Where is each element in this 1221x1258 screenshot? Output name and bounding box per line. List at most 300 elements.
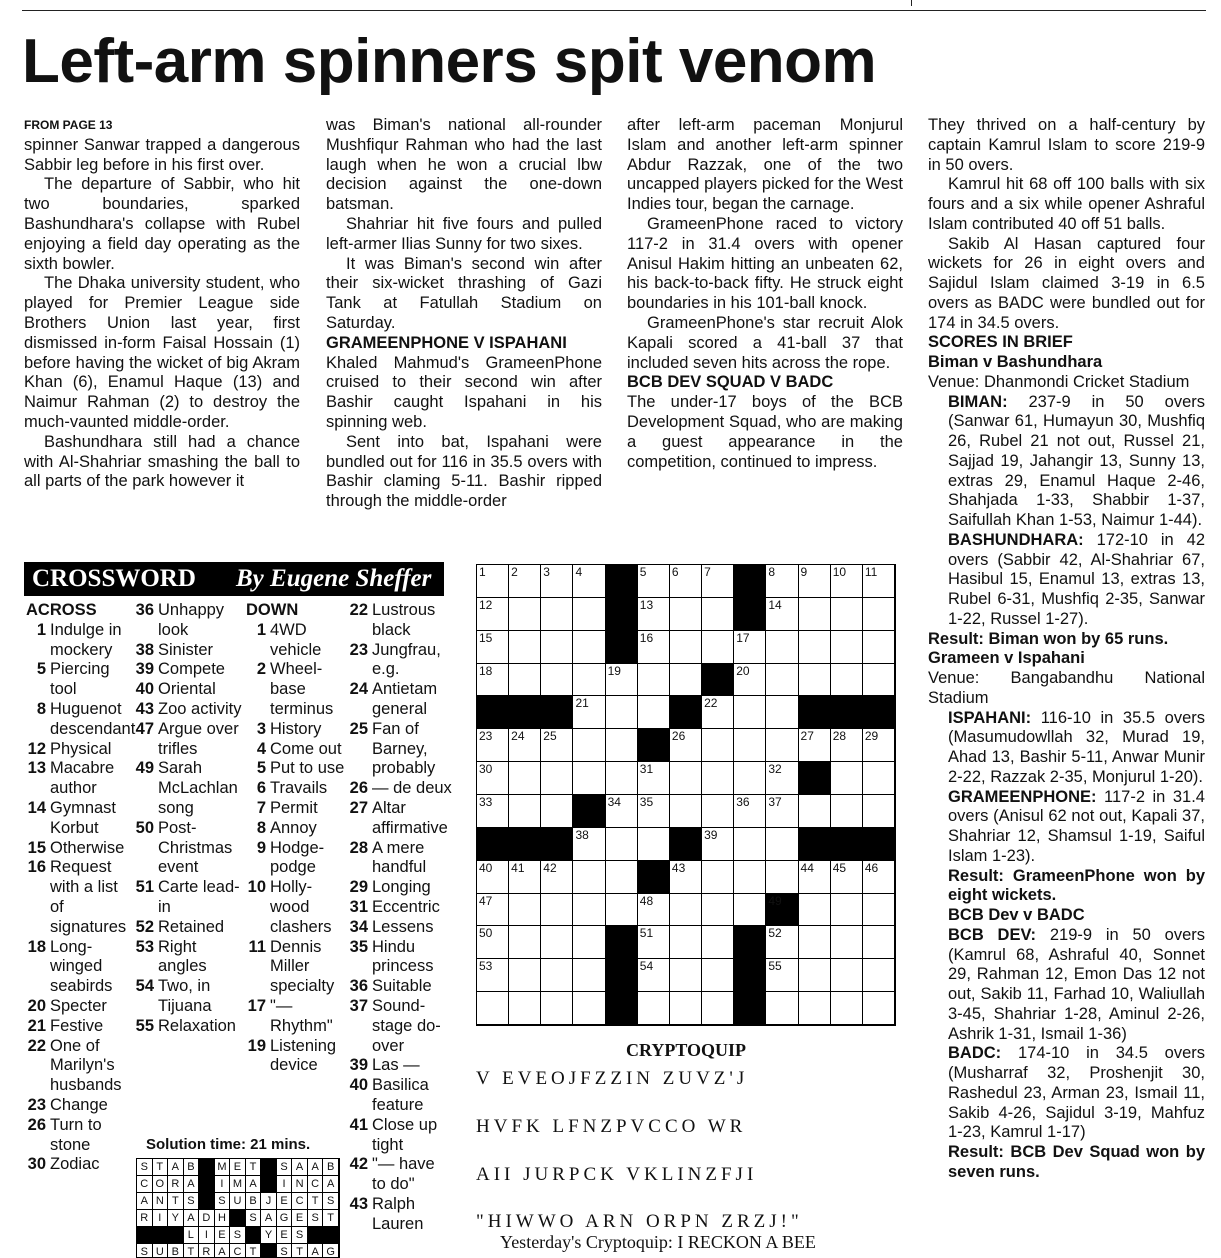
clue-text: A mere handful (372, 838, 427, 877)
clue-number: 10 (247, 878, 266, 897)
paragraph: The under-17 boys of the BCB Development Squad, who are making a guest appearance in the competition, continued to impress. (627, 393, 903, 471)
grid-block (734, 926, 766, 959)
cell-number: 16 (639, 630, 654, 645)
grid-cell (799, 631, 831, 664)
clue-text: Close up tight (372, 1115, 438, 1154)
solution-letter: R (137, 1210, 153, 1227)
grid-cell (541, 894, 573, 927)
grid-cell (638, 894, 670, 927)
solution-letter: U (153, 1244, 169, 1258)
grid-cell (509, 894, 541, 927)
clue-number: 27 (349, 798, 368, 817)
grid-cell (638, 992, 670, 1025)
cryptoquip-line: AII JURPCK VKLINZFJI (476, 1164, 758, 1185)
team: BADC: (948, 1044, 1002, 1063)
grid-cell (477, 926, 509, 959)
grid-cell (799, 729, 831, 762)
clue-number: 26 (27, 1115, 46, 1134)
grid-cell (477, 664, 509, 697)
paragraph: after left-arm paceman Monjurul Islam and another left-arm spinner Abdur Razzak, one of the two uncapped players picked for the West Indies tour, began the carnage. (627, 116, 903, 214)
grid-cell (831, 631, 863, 664)
team: BASHUNDHARA: (948, 530, 1084, 549)
paragraph: The Dhaka university student, who played for Premier League side Brothers Union last year, first dismissed in-form Faisal Hossain (1) before having the wicket of big Akram Khan (6), Enamul Haque (13) and Naimur Rahman (2) to destroy the much-vaunted middle-order. (24, 274, 300, 431)
clue-number: 35 (349, 937, 368, 956)
innings (928, 788, 1205, 867)
grid-cell (541, 598, 573, 631)
grid-block (831, 828, 863, 861)
clue (246, 997, 346, 1037)
cell-number: 9 (800, 565, 808, 579)
cell-number: 29 (864, 729, 879, 744)
cell-number: 30 (479, 762, 493, 777)
cryptoquip-title: CRYPTOQUIP (625, 1040, 747, 1060)
grid-block (863, 696, 895, 729)
grid-cell (477, 861, 509, 894)
grid-cell (573, 598, 605, 631)
solution-row (137, 1244, 339, 1258)
grid-cell (509, 762, 541, 795)
cell-number: 24 (511, 729, 525, 744)
grid-cell (477, 631, 509, 664)
clue-text: Unhappy look (158, 601, 225, 639)
clue-text: Zoo activity (158, 699, 242, 718)
grid-cell (509, 795, 541, 828)
clue-number: 30 (27, 1155, 46, 1174)
solution-block (230, 1210, 246, 1227)
solution-letter: I (199, 1227, 215, 1244)
grid-cell (702, 565, 734, 598)
paragraph: Sent into bat, Ispahani were bundled out for 116 in 35.5 overs with Bashir claming 5-11. Bashir ripped through the middle-order (326, 432, 602, 511)
clue-text: Indulge in mockery (50, 620, 122, 659)
clue-text: Change (50, 1095, 108, 1114)
solution-block (246, 1227, 262, 1244)
cell-number: 21 (575, 696, 589, 711)
solution-letter: Y (261, 1227, 277, 1244)
paragraph: Shahriar hit five fours and pulled left-armer Ilias Sunny for two sixes. (326, 214, 602, 253)
column-tick (911, 0, 912, 6)
grid-cell (734, 795, 766, 828)
clue-text: Suitable (372, 977, 432, 996)
clue-number: 36 (349, 977, 368, 996)
clue-number: 37 (349, 996, 368, 1015)
clue-text: Two, in Tijuana (158, 977, 212, 1015)
grid-cell (509, 861, 541, 894)
clue (348, 938, 452, 978)
grid-cell (766, 664, 798, 697)
team: GRAMEENPHONE: (948, 787, 1097, 806)
grid-cell (863, 992, 895, 1025)
solution-letter: S (184, 1193, 200, 1210)
clue-text: Annoy (270, 818, 317, 837)
clue-text: Longing (372, 878, 431, 897)
solution-block (261, 1176, 277, 1193)
clue (26, 660, 134, 700)
previous-solution-grid (136, 1158, 340, 1258)
clue-number: 43 (135, 699, 154, 718)
grid-cell (670, 861, 702, 894)
cell-number: 35 (639, 795, 654, 809)
grid-cell (541, 926, 573, 959)
solution-letter: R (199, 1244, 215, 1258)
grid-cell (702, 795, 734, 828)
grid-cell (799, 565, 831, 598)
grid-cell (477, 959, 509, 992)
clue-number: 25 (349, 719, 368, 738)
grid-cell (831, 795, 863, 828)
solution-letter: O (153, 1176, 169, 1193)
clue-number: 28 (349, 838, 368, 857)
solution-letter: E (277, 1193, 293, 1210)
solution-letter: T (292, 1244, 308, 1258)
clue-text: Argue over trifles (158, 719, 239, 758)
cell-number: 17 (736, 630, 750, 645)
grid-cell (702, 696, 734, 729)
grid-cell (573, 696, 605, 729)
clue (26, 700, 134, 740)
clue-text: Dennis Miller specialty (270, 937, 335, 996)
cell-number: 31 (639, 762, 654, 777)
clue-text: Permit (270, 798, 318, 817)
down-column-2 (348, 601, 452, 1235)
clue-text: 4WD vehicle (270, 620, 322, 659)
result: Result: GrameenPhone won by eight wickets. (948, 866, 1205, 905)
clue (134, 759, 242, 818)
solution-letter: B (246, 1193, 262, 1210)
grid-cell (831, 926, 863, 959)
clue (246, 1037, 346, 1077)
clue-text: Huguenot descendant (50, 699, 136, 738)
score: 237-9 in 50 overs (Sanwar 61, Humayun 30, Mushfiq 26, Rubel 21 not out, Russel 21, Sajjad 19, Jahangir 13, Sunny 13, extras 29, Enamul Haque 2-46, Shahjada 1-33, Shabbir 1-37, Saifullah Khan 1-53, Naimur 1-44). (948, 392, 1205, 529)
solution-letter: T (308, 1193, 324, 1210)
clue-number: 22 (349, 601, 368, 619)
grid-block (766, 894, 798, 927)
clue (134, 878, 242, 918)
grid-cell (863, 664, 895, 697)
cell-number: 44 (800, 860, 814, 875)
grid-cell (863, 565, 895, 598)
clue (348, 977, 452, 997)
grid-cell (670, 926, 702, 959)
clue-number: 7 (256, 798, 266, 817)
solution-letter: S (137, 1244, 153, 1258)
clue-number: 26 (349, 779, 368, 798)
solution-block (261, 1244, 277, 1258)
clue-text: Carte lead-in (158, 878, 240, 916)
clue-number: 2 (256, 660, 266, 679)
grid-cell (509, 565, 541, 598)
clue (26, 1155, 134, 1175)
solution-letter: C (292, 1193, 308, 1210)
innings (928, 1044, 1205, 1143)
subhead: BCB DEV SQUAD V BADC (627, 373, 834, 392)
grid-cell (734, 729, 766, 762)
clue-text: Sarah McLachlan song (158, 759, 238, 817)
solution-block (153, 1227, 169, 1244)
solution-letter: A (308, 1244, 324, 1258)
cell-number: 41 (511, 860, 525, 875)
clue-number: 9 (256, 838, 266, 857)
grid-block (606, 565, 638, 598)
solution-row (137, 1210, 339, 1227)
column-3 (627, 116, 903, 472)
grid-cell (477, 565, 509, 598)
cell-number: 1 (479, 565, 486, 579)
grid-cell (831, 992, 863, 1025)
grid-cell (670, 992, 702, 1025)
clue (26, 1017, 134, 1037)
paragraph: They thrived on a half-century by captain Kamrul Islam to score 219-9 in 50 overs. (928, 116, 1205, 174)
clue-number: 42 (349, 1155, 368, 1174)
across-heading: ACROSS (26, 601, 97, 619)
grid-cell (702, 861, 734, 894)
grid-cell (831, 762, 863, 795)
clue-number: 11 (248, 937, 266, 956)
clue (348, 898, 452, 918)
score: 116-10 in 35.5 overs (Masumudowllah 32, Murad 19, Ahad 13, Bashir 5-11, Anwar Munir 2-22, Razzak 2-35, Monjurul 1-20). (948, 708, 1205, 786)
clue (348, 918, 452, 938)
grid-cell (734, 762, 766, 795)
grid-block (734, 565, 766, 598)
solution-letter: M (215, 1159, 231, 1176)
clue (348, 997, 452, 1056)
clue-text: Altar affirmative (372, 798, 448, 837)
solution-letter: N (292, 1176, 308, 1193)
grid-cell (863, 894, 895, 927)
clue-text: Come out (270, 739, 342, 758)
score: 174-10 in 34.5 overs (Musharraf 32, Proshenjit 30, Rashedul 23, Arman 23, Ismail 11, Sakib 4-26, Sajidul 3-19, Mahfuz 1-23, Kamrul 1-17) (948, 1044, 1205, 1142)
grid-cell (477, 762, 509, 795)
paragraph: Bashundhara still had a chance with Al-Shahriar smashing the ball to all parts of the park however it (24, 432, 300, 491)
grid-block (799, 696, 831, 729)
grid-cell (670, 959, 702, 992)
solution-letter: A (137, 1193, 153, 1210)
clue-number: 39 (135, 660, 154, 679)
clue-text: Sound-stage do-over (372, 996, 441, 1055)
cell-number: 53 (479, 959, 493, 974)
clue-number: 41 (349, 1115, 368, 1134)
grid-cell (606, 795, 638, 828)
grid-cell (670, 664, 702, 697)
clue-number: 34 (349, 917, 368, 936)
crossword-title: CROSSWORD (32, 565, 196, 592)
grid-cell (702, 926, 734, 959)
clue-number: 55 (135, 1016, 154, 1035)
grid-cell (734, 631, 766, 664)
cell-number: 47 (479, 893, 493, 908)
cell-number: 40 (479, 860, 493, 875)
grid-cell (541, 861, 573, 894)
cell-number: 34 (607, 795, 621, 809)
solution-letter: B (323, 1159, 339, 1176)
solution-letter: E (292, 1210, 308, 1227)
grid-cell (638, 696, 670, 729)
grid-cell (766, 795, 798, 828)
solution-letter: A (323, 1176, 339, 1193)
clue-number: 8 (256, 818, 266, 837)
grid-cell (573, 729, 605, 762)
clue (26, 938, 134, 997)
grid-cell (799, 992, 831, 1025)
clue (26, 740, 134, 760)
grid-cell (573, 565, 605, 598)
clue (348, 720, 452, 779)
grid-cell (509, 926, 541, 959)
cell-number: 22 (704, 696, 718, 711)
clue-number: 51 (135, 878, 154, 897)
clue-number: 1 (256, 620, 266, 639)
grid-cell (477, 729, 509, 762)
clue (348, 1076, 452, 1116)
clue (134, 977, 242, 1017)
grid-cell (702, 894, 734, 927)
grid-cell (670, 729, 702, 762)
grid-cell (509, 729, 541, 762)
paragraph: Khaled Mahmud's GrameenPhone cruised to their second win after Bashir caught Ispahani in his spinning web. (326, 353, 602, 431)
grid-cell (766, 959, 798, 992)
clue-text: Lessens (372, 917, 434, 936)
clue (246, 621, 346, 661)
grid-cell (766, 729, 798, 762)
team: BIMAN: (948, 392, 1008, 411)
solution-letter: S (230, 1227, 246, 1244)
clue-text: Put to use (270, 759, 345, 778)
solution-letter: S (323, 1193, 339, 1210)
clue-number: 8 (36, 699, 46, 718)
grid-block (541, 696, 573, 729)
grid-cell (799, 959, 831, 992)
clue-text: Gymnast Korbut (50, 798, 117, 837)
solution-row (137, 1193, 339, 1210)
cell-number: 3 (543, 565, 550, 579)
clue-text: Piercing tool (50, 660, 110, 699)
grid-cell (606, 861, 638, 894)
cell-number: 8 (768, 565, 776, 579)
cell-number: 27 (800, 729, 814, 744)
grid-block (606, 992, 638, 1025)
result: Result: BCB Dev Squad won by seven runs. (948, 1143, 1205, 1181)
cryptoquip-line: HVFK LFNZPVCCO WR (476, 1116, 747, 1137)
solution-letter: T (246, 1159, 262, 1176)
paragraph: spinner Sanwar trapped a dangerous Sabbir leg before in his first over. (24, 135, 300, 174)
clue-number: 3 (256, 719, 266, 738)
grid-cell (670, 894, 702, 927)
cell-number: 25 (543, 729, 557, 744)
clue-text: Compete (158, 660, 225, 679)
cell-number: 19 (607, 663, 621, 678)
cryptoquip-line: "HIWWO ARN ORPN ZRZJ!" (476, 1211, 803, 1232)
team: ISPAHANI: (948, 708, 1032, 727)
clue-text: Jungfrau, e.g. (372, 640, 441, 679)
grid-cell (766, 828, 798, 861)
cell-number: 46 (864, 860, 879, 875)
from-page: FROM PAGE 13 (24, 118, 113, 132)
clue-number: 39 (349, 1056, 368, 1075)
grid-cell (799, 861, 831, 894)
grid-cell (766, 565, 798, 598)
clue-number: 15 (27, 838, 46, 857)
clue (134, 720, 242, 760)
clue-number: 23 (349, 640, 368, 659)
grid-cell (509, 598, 541, 631)
solution-block (261, 1159, 277, 1176)
clue (26, 858, 134, 937)
cell-number: 20 (736, 663, 750, 678)
clue-number: 20 (27, 996, 46, 1015)
solution-letter: Y (168, 1210, 184, 1227)
column-2 (326, 116, 602, 512)
clue-text: "— have to do" (372, 1155, 435, 1194)
grid-cell (831, 861, 863, 894)
solution-time: Solution time: 21 mins. (146, 1136, 311, 1153)
grid-cell (477, 598, 509, 631)
clue (134, 660, 242, 680)
clue-list (26, 621, 134, 1175)
clue (348, 1155, 452, 1195)
paragraph: Sakib Al Hasan captured four wickets for 26 in eight overs and Sajidul Islam claimed 3-19 in 6.5 overs as BADC were bundled out for 174 in 34.5 overs. (928, 234, 1205, 332)
grid-cell (670, 631, 702, 664)
cell-number: 28 (832, 729, 847, 744)
grid-cell (541, 795, 573, 828)
clue (246, 759, 346, 779)
grid-cell (766, 598, 798, 631)
grid-block (734, 598, 766, 631)
solution-block (199, 1159, 215, 1176)
solution-letter: T (184, 1244, 200, 1258)
clue-text: Festive (50, 1016, 104, 1035)
clue (348, 680, 452, 720)
solution-letter: S (308, 1210, 324, 1227)
solution-row (137, 1176, 339, 1193)
solution-letter: N (153, 1193, 169, 1210)
clue (246, 720, 346, 740)
clue-text: Otherwise (50, 838, 125, 857)
clue-number: 38 (135, 640, 154, 659)
grid-cell (509, 992, 541, 1025)
solution-row (137, 1227, 339, 1244)
clue (348, 641, 452, 681)
grid-cell (863, 795, 895, 828)
match-title: BCB Dev v BADC (948, 906, 1085, 924)
grid-cell (702, 729, 734, 762)
solution-letter: A (168, 1159, 184, 1176)
solution-letter: S (277, 1159, 293, 1176)
grid-cell (766, 861, 798, 894)
clue (26, 759, 134, 799)
clue (134, 601, 242, 641)
scores-head: SCORES IN BRIEF (928, 333, 1073, 352)
clue (348, 799, 452, 839)
grid-cell (670, 598, 702, 631)
solution-block (199, 1193, 215, 1210)
grid-cell (766, 926, 798, 959)
grid-cell (638, 828, 670, 861)
cryptoquip-line: V EVEOJFZZIN ZUVZ'J (476, 1068, 749, 1089)
solution-letter: T (246, 1244, 262, 1258)
crossword-byline: By Eugene Sheffer (236, 565, 432, 592)
grid-block (606, 926, 638, 959)
clue-text: Specter (50, 996, 107, 1015)
solution-letter: A (261, 1210, 277, 1227)
grid-cell (509, 664, 541, 697)
score: 219-9 in 50 overs (Kamrul 68, Ashraful 40, Sonnet 29, Rahman 12, Emon Das 12 not out, Sakib 11, Farhad 10, Waliullah 3-45, Shahriar 1-28, Aminul 2-26, Ashrik 1-31, Ismail 1-36) (948, 925, 1205, 1043)
clue (134, 938, 242, 978)
clue-text: Fan of Barney, probably (372, 719, 436, 778)
solution-letter: J (261, 1193, 277, 1210)
grid-cell (573, 631, 605, 664)
solution-letter: A (215, 1244, 231, 1258)
clue (134, 700, 242, 720)
grid-cell (831, 959, 863, 992)
